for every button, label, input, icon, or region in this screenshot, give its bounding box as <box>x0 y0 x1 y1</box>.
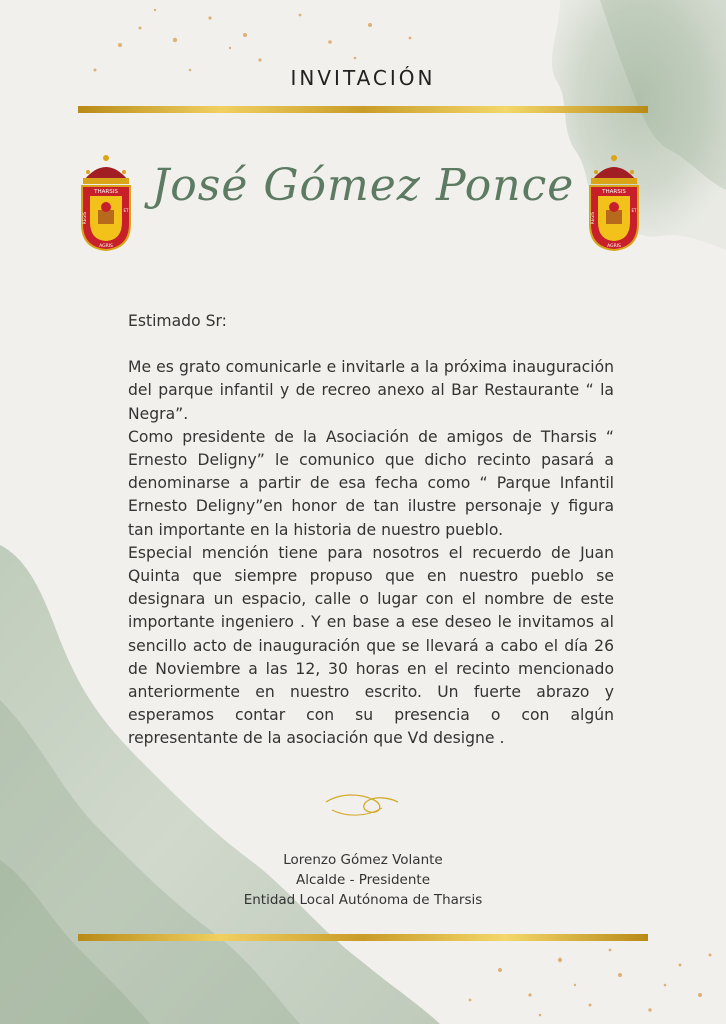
letter-body <box>128 310 614 751</box>
crest-top-text: THARSIS <box>602 189 626 195</box>
crest-left-text: REGIS <box>590 211 595 225</box>
crest-bottom-text: AGRIS <box>99 244 113 249</box>
signatory-role: Alcalde - Presidente <box>295 872 431 888</box>
crest-bottom-text: AGRIS <box>607 244 621 249</box>
letter-paragraph: Especial mención tiene para nosotros el recuerdo de Juan Quinta que siempre propuso que en nuestro pueblo se designara un espacio, calle o lugar con el nombre de este importante ingeniero . Y en base a ese deseo le invitamos al sencillo acto de inauguración que se llevará a cabo el día 26 de Noviembre a las 12, 30 horas en el recinto mencionado anteriormente en nuestro escrito. Un fuerte abrazo y esperamos contar con su presencia o con algún representante de la asociación que Vd designe . <box>128 543 614 748</box>
crest-right-text: ET <box>123 208 129 213</box>
signature-block <box>0 850 726 910</box>
tharsis-coat-of-arms-left <box>76 152 136 252</box>
letter-salutation: Estimado Sr: <box>128 312 227 330</box>
crest-top-text: THARSIS <box>94 189 118 195</box>
tharsis-coat-of-arms-right <box>584 152 644 252</box>
gold-divider-bottom <box>78 934 648 941</box>
invitation-heading: INVITACIÓN <box>290 66 436 90</box>
letter-paragraph: Me es grato comunicarle e invitarle a la próxima inauguración del parque infantil y de recreo anexo al Bar Restaurante “ la Negra”. <box>128 358 614 423</box>
gold-flourish-ornament <box>322 788 402 822</box>
honoree-name: José Gómez Ponce <box>151 160 575 211</box>
crest-right-text: ET <box>631 208 637 213</box>
gold-divider-top <box>78 106 648 113</box>
signatory-name: Lorenzo Gómez Volante <box>283 852 443 868</box>
signatory-entity: Entidad Local Autónoma de Tharsis <box>243 892 483 908</box>
crest-left-text: REGIS <box>82 211 87 225</box>
letter-paragraph: Como presidente de la Asociación de amigos de Tharsis “ Ernesto Deligny” le comunico que dicho recinto pasará a denominarse a partir de esa fecha como “ Parque Infantil Ernesto Deligny”en honor de tan ilustre personaje y figura tan importante en la historia de nuestro pueblo. <box>128 427 614 539</box>
